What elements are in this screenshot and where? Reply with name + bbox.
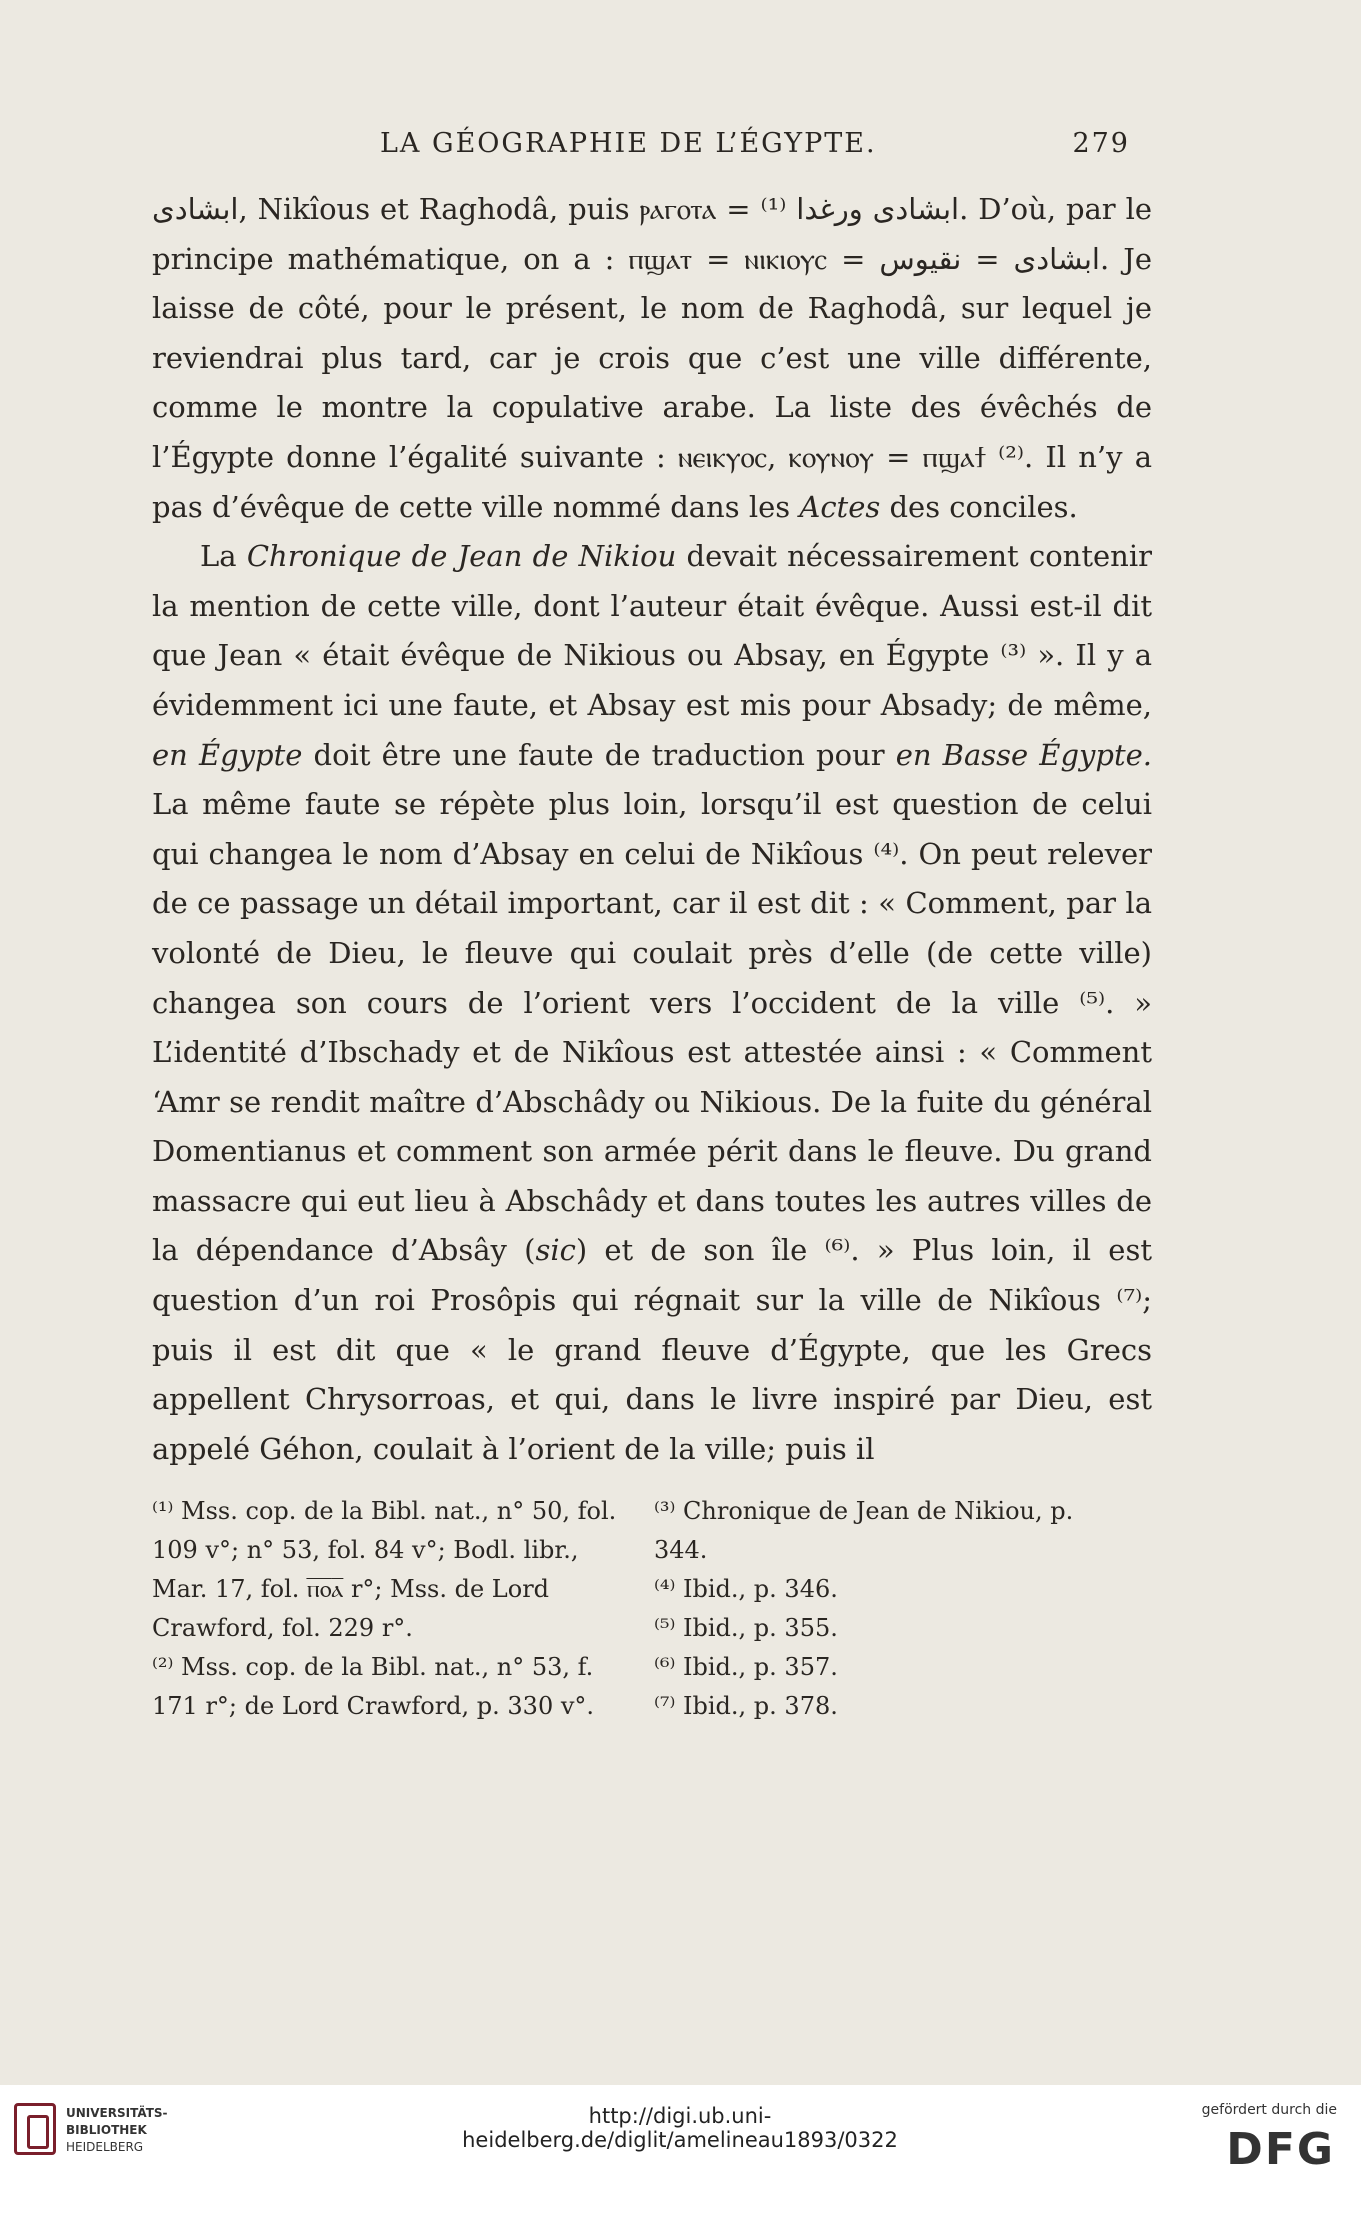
paragraph-2-b: devait nécessairement contenir la mention de cette ville, dont l’auteur était évêque. Aussi est-il dit que Jean « était évêque de Nikious ou Absay, en Égypte ⁽³⁾ ». Il y a évidemment ici une faute, et Absay est mis pour Absady; de même, xyxy=(152,539,1152,722)
paragraph-1 xyxy=(152,185,1152,532)
italic-en-egypte: en Égypte xyxy=(152,737,303,772)
paragraph-1-end: des conciles. xyxy=(889,489,1078,524)
italic-en-basse-egypte: en Basse Égypte. xyxy=(895,737,1153,772)
italic-actes: Actes xyxy=(799,489,881,524)
footnote: ⁽⁷⁾ Ibid., p. 378. xyxy=(654,1692,838,1720)
ub-heidelberg-logo-icon xyxy=(14,2103,56,2155)
footnote: ⁽⁶⁾ Ibid., p. 357. xyxy=(654,1653,838,1681)
running-header xyxy=(152,128,1152,168)
footnotes-left-column xyxy=(152,1492,622,1726)
dfg-logo: DFG xyxy=(1226,2124,1335,2175)
institution-line-2: BIBLIOTHEK xyxy=(66,2123,147,2137)
institution-line-1: UNIVERSITÄTS- xyxy=(66,2106,168,2120)
institution-line-3: HEIDELBERG xyxy=(66,2140,144,2154)
paragraph-2 xyxy=(152,532,1152,1474)
permalink-url[interactable]: http://digi.ub.uni-heidelberg.de/diglit/amelineau1893/0322 xyxy=(462,2104,898,2152)
page-number: 279 xyxy=(1072,128,1130,159)
footnote: ⁽⁴⁾ Ibid., p. 346. xyxy=(654,1575,838,1603)
institution-name xyxy=(66,2105,216,2156)
paragraph-2-d: La même faute se répète plus loin, lorsqu’il est question de celui qui changea le nom d’Absay en celui de Nikîous ⁽⁴⁾. On peut relever de ce passage un détail important, car il est dit : « Comment, par la volonté de Dieu, le fleuve qui coulait près d’elle (de cette ville) changea son cours de l’orient vers l’occident de la ville ⁽⁵⁾. » L’identité d’Ibschady et de Nikîous est attestée ainsi : « Comment ‘Amr se rendit maître d’Abschâdy ou Nikious. De la fuite du général Domentianus et comment son armée périt dans le fleuve. Du grand massacre qui eut lieu à Abschâdy et dans toutes les autres villes de la dépendance d’Absây ( xyxy=(152,787,1152,1268)
paragraph-1-text: ابشادى, Nikîous et Raghodâ, puis ⲣⲁⲅⲟⲧⲁ = ابشادى ورغدا ⁽¹⁾. D’où, par le principe mathématique, on a : ⲡϣⲁⲧ = ⲛⲓⲕⲓⲟⲩⲥ = ابشادى = نقيوس. Je laisse de côté, pour le présent, le nom de Raghodâ, sur lequel je reviendrai plus tard, car je crois que c’est une ville différente, comme le montre la copulative arabe. La liste des évêchés de l’Égypte donne l’égalité suivante : ⲛⲉⲓⲕⲩⲟⲥ, ⲕⲟⲩⲛⲟⲩ = ⲡϣⲁϯ ⁽²⁾. Il n’y a pas d’évêque de cette ville nommé dans les xyxy=(152,192,1153,524)
italic-chronique: Chronique de Jean de Nikiou xyxy=(246,539,677,574)
body-text xyxy=(152,185,1152,1474)
footnote: ⁽³⁾ Chronique de Jean de Nikiou, p. 344. xyxy=(654,1497,1074,1564)
footnote: ⁽¹⁾ Mss. cop. de la Bibl. nat., n° 50, fol. 109 v°; n° 53, fol. 84 v°; Bodl. libr., Mar. 17, fol. ⲡ̅ⲟ̅ⲁ̅ r°; Mss. de Lord Crawford, fol. 229 r°. xyxy=(152,1497,617,1642)
italic-sic: sic xyxy=(535,1233,576,1268)
paragraph-2-c: doit être une faute de traduction pour xyxy=(313,737,885,772)
footnote: ⁽⁵⁾ Ibid., p. 355. xyxy=(654,1614,838,1642)
footnote: ⁽²⁾ Mss. cop. de la Bibl. nat., n° 53, f. 171 r°; de Lord Crawford, p. 330 v°. xyxy=(152,1653,595,1720)
footnotes-right-column xyxy=(654,1492,1124,1726)
header-title: LA GÉOGRAPHIE DE L’ÉGYPTE. xyxy=(380,128,877,159)
paragraph-2-e: ) et de son île ⁽⁶⁾. » Plus loin, il est question d’un roi Prosôpis qui régnait sur la ville de Nikîous ⁽⁷⁾; puis il est dit que « le grand fleuve d’Égypte, que les Grecs appellent Chrysorroas, et qui, dans le livre inspiré par Dieu, est appelé Géhon, coulait à l’orient de la ville; puis il xyxy=(152,1233,1152,1466)
funding-label: gefördert durch die xyxy=(1201,2102,1337,2118)
paragraph-2-a: La xyxy=(200,539,237,574)
